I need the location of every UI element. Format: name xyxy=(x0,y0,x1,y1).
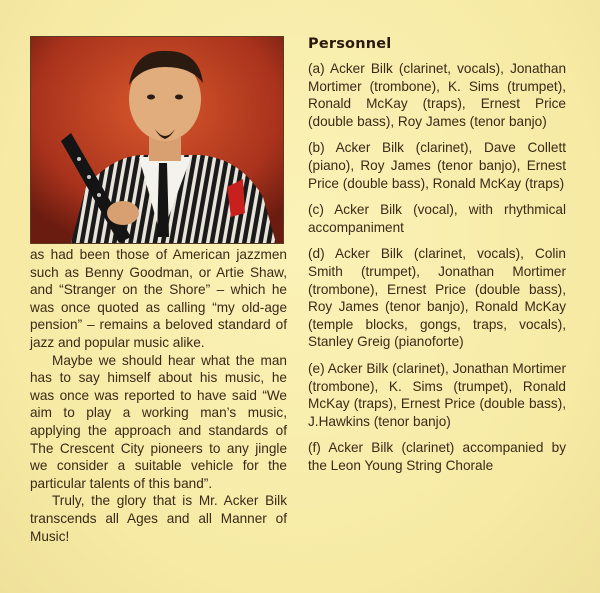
session-b xyxy=(308,139,566,192)
musician-photo-illustration xyxy=(31,37,283,243)
bio-paragraph-1: as had been those of American jazzmen such as Benny Goodman, or Artie Shaw, and “Stranger on the Shore” – which he was once quoted as calling “my old-age pension” – remains a beloved standard of jazz and popular music alike. xyxy=(30,247,287,350)
bio-paragraph-2: Maybe we should hear what the man has to say himself about his music, he was once was reported to have said “We aim to play a working man’s music, applying the approach and standards of The Crescent City pioneers to any jingle we consider a suitable vehicle for the particular talents of this band”. xyxy=(30,352,287,491)
personnel-heading: Personnel xyxy=(308,36,392,52)
session-tag: (b) xyxy=(308,140,325,156)
session-e xyxy=(308,360,566,430)
session-tag: (e) xyxy=(308,360,325,376)
session-lineup: Acker Bilk (clarinet, vocals), Colin Smith (trumpet), Jonathan Mortimer (trombone), Ernest Price (double bass), Roy James (tenor banjo), Ronald McKay (temple blocks, gongs, traps, vocals), Stanley Greig (pianoforte) xyxy=(308,246,566,350)
session-lineup: Acker Bilk (vocal), with rhythmical accompaniment xyxy=(308,202,566,235)
session-tag: (d) xyxy=(308,246,325,262)
session-c xyxy=(308,201,566,236)
session-a xyxy=(308,60,566,130)
session-tag: (f) xyxy=(308,440,321,456)
session-lineup: Acker Bilk (clarinet) accompanied by the Leon Young String Chorale xyxy=(308,440,566,473)
bio-paragraph-3: Truly, the glory that is Mr. Acker Bilk transcends all Ages and all Manner of Music! xyxy=(30,493,287,544)
session-lineup: Acker Bilk (clarinet), Jonathan Mortimer (trombone), K. Sims (trumpet), Ronald McKay (traps), Ernest Price (double bass), J.Hawkins (tenor banjo) xyxy=(308,360,566,429)
session-lineup: Acker Bilk (clarinet, vocals), Jonathan Mortimer (trombone), K. Sims (trumpet), Ronald McKay (traps), Ernest Price (double bass), Roy James (tenor banjo) xyxy=(308,61,567,129)
session-tag: (c) xyxy=(308,202,324,218)
session-d xyxy=(308,245,566,351)
biography-text xyxy=(30,246,287,545)
session-tag: (a) xyxy=(308,61,325,76)
personnel-section xyxy=(308,36,566,483)
musician-photo xyxy=(30,36,284,244)
session-f xyxy=(308,439,566,474)
session-lineup: Acker Bilk (clarinet), Dave Collett (piano), Roy James (tenor banjo), Ernest Price (double bass), Ronald McKay (traps) xyxy=(308,140,566,191)
